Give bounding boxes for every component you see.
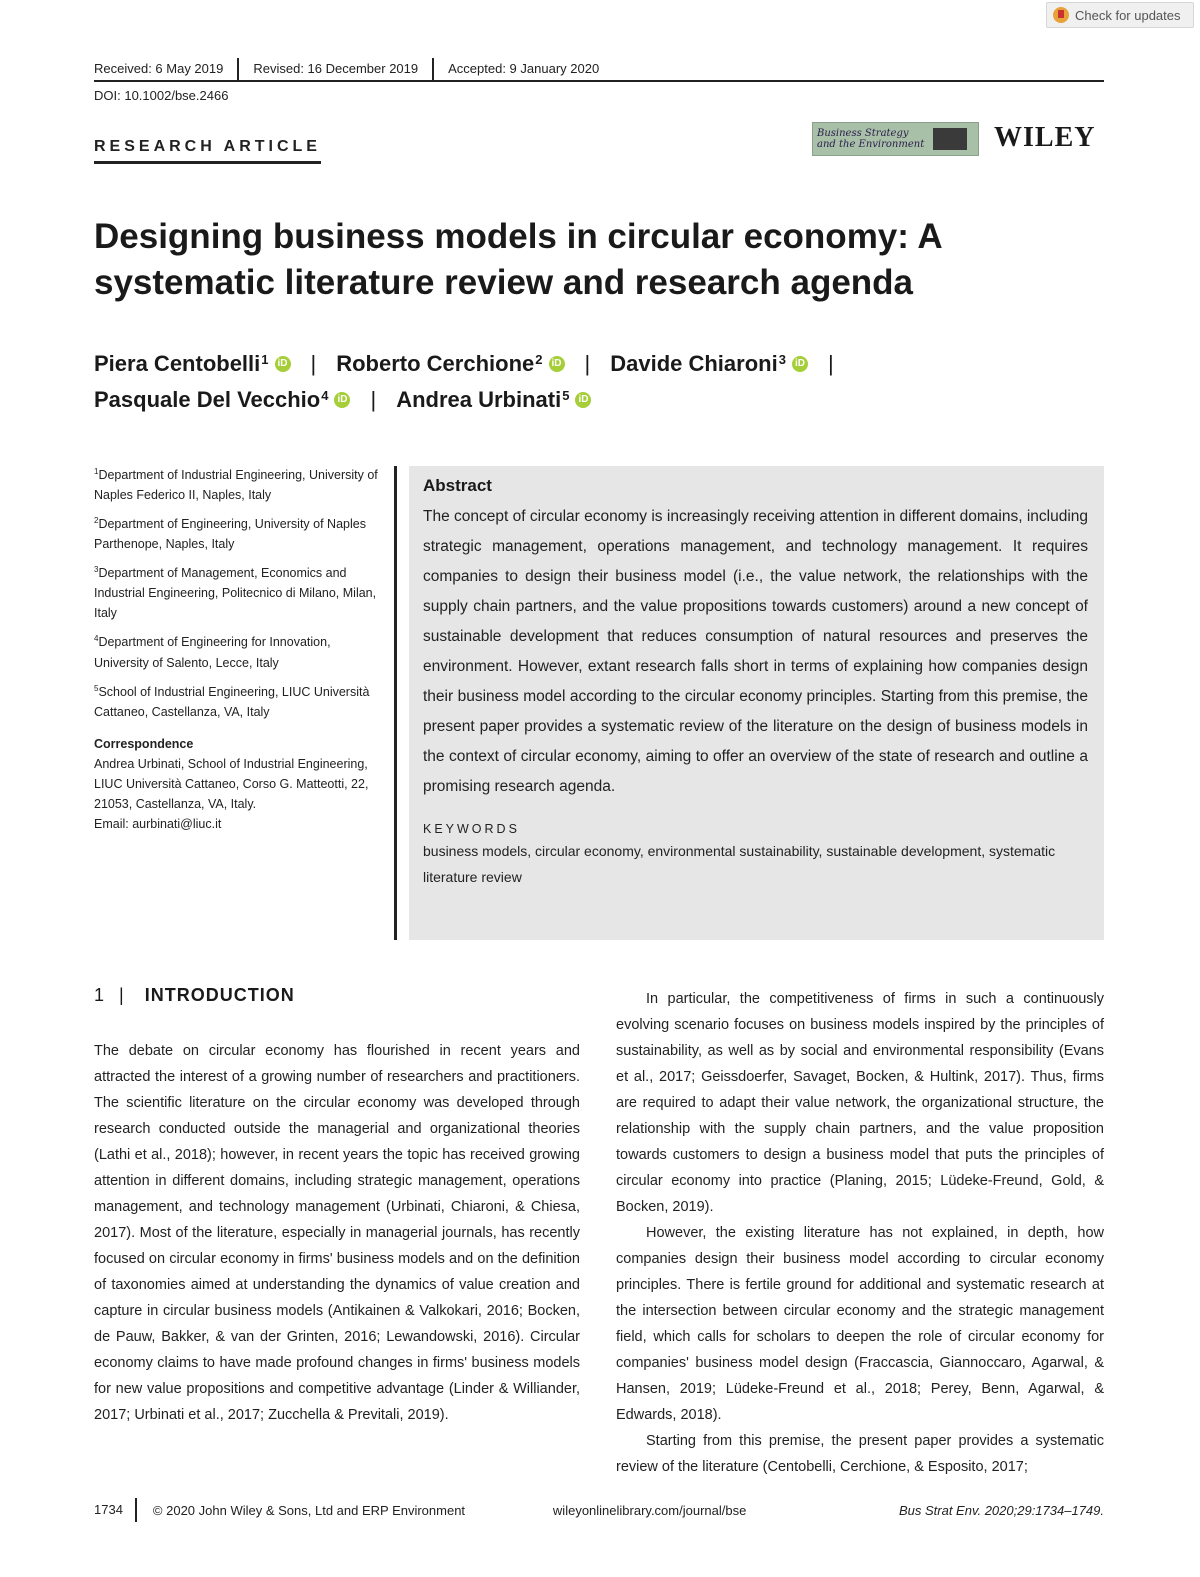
doi[interactable]: DOI: 10.1002/bse.2466 xyxy=(94,88,229,103)
affiliation: $^5$School of Industrial Engineering, LIUC Università Cattaneo, Castellanza, VA, Italy xyxy=(94,683,370,719)
affiliations xyxy=(94,462,384,834)
article-history xyxy=(94,58,1104,80)
paragraph: In particular, the competitiveness of firms in such a continuously evolving scenario focuses on business models inspired by the principles of sustainability, as well as by social and environmental responsibility (Evans et al., 2017; Geissdoerfer, Savaget, Bocken, & Hultink, 2017). Thus, firms are required to adapt their value network, the organizational structure, the relationship with the supply chain partners, and the value proposition towards customers to design a business model that puts the principles of circular economy into practice (Planing, 2015; Lüdeke-Freund, Gold, & Bocken, 2019). xyxy=(616,991,1104,1215)
affiliation: $^3$Department of Management, Economics and Industrial Engineering, Politecnico di Milano, Milan, Italy xyxy=(94,565,377,621)
accepted-date: Accepted: 9 January 2020 xyxy=(432,58,613,80)
author-separator: | xyxy=(310,351,317,376)
author-separator: | xyxy=(827,351,834,376)
affiliation: $^2$Department of Engineering, University of Naples Parthenope, Naples, Italy xyxy=(94,516,366,552)
article-type: RESEARCH ARTICLE xyxy=(94,138,321,164)
correspondence-email[interactable]: Email: aurbinati@liuc.it xyxy=(94,816,222,831)
orcid-icon[interactable]: iD xyxy=(792,356,808,372)
author[interactable]: Pasquale Del Vecchio $^4$ iD xyxy=(94,382,350,418)
journal-logo-text: Business Strategy and the Environment xyxy=(817,128,925,150)
copyright: © 2020 John Wiley & Sons, Ltd and ERP Environment xyxy=(152,1502,466,1518)
orcid-icon[interactable]: iD xyxy=(334,392,350,408)
author[interactable]: Andrea Urbinati $^5$ iD xyxy=(396,382,591,418)
section-heading: 1 | INTRODUCTION xyxy=(94,985,295,1005)
orcid-icon[interactable]: iD xyxy=(275,356,291,372)
section-number: 1 xyxy=(94,985,106,1005)
article-title: Designing business models in circular economy: A systematic literature review and research agenda xyxy=(94,217,942,302)
paragraph: The debate on circular economy has flourished in recent years and attracted the interest of a growing number of researchers and practitioners. The scientific literature on the circular economy was developed through research conducted outside the managerial and organizational theories (Lathi et al., 2018); however, in recent years the topic has received growing attention in different domains, including strategic management, operations management, and technology management (Urbinati, Chiaroni, & Chiesa, 2017). Most of the literature, especially in managerial journals, has recently focused on circular economy in firms' business models and on the definition of taxonomies aimed at understanding the dynamics of value creation and capture in circular business models (Antikainen & Valkokari, 2016; Bocken, de Pauw, Bakker, & van der Grinten, 2016; Lewandowski, 2016). Circular economy claims to have made profound changes in firms' business models for new value propositions and competitive advantage (Linder & Williander, 2017; Urbinati et al., 2017; Zucchella & Previtali, 2019). xyxy=(94,1043,580,1423)
affiliation: $^4$Department of Engineering for Innovation, University of Salento, Lecce, Italy xyxy=(94,634,331,670)
journal-url[interactable]: wileyonlinelibrary.com/journal/bse xyxy=(552,1502,747,1518)
correspondence-heading: Correspondence xyxy=(94,736,194,751)
journal-mark-icon xyxy=(933,128,967,150)
author[interactable]: Roberto Cerchione $^2$ iD xyxy=(336,346,564,382)
author-separator: | xyxy=(584,351,591,376)
section-title: INTRODUCTION xyxy=(144,985,295,1005)
abstract-body: The concept of circular economy is increasingly receiving attention in different domains, including strategic management, operations management, and technology management. It requires companies to design their business model (i.e., the value network, the relationships with the supply chain partners, and the value propositions towards customers) around a new concept of sustainable development that reduces consumption of natural resources and preserves the environment. However, extant research falls short in terms of explaining how companies design their business model according to the circular economy principles. Starting from this premise, the present paper provides a systematic review of the literature on the design of business models in the context of circular economy, aiming to offer an overview of the state of research and outline a promising research agenda. xyxy=(423,508,1088,795)
publisher-logo: WILEY xyxy=(994,122,1096,153)
author[interactable]: Davide Chiaroni $^3$ iD xyxy=(610,346,808,382)
body-column-right xyxy=(616,986,1104,1480)
divider xyxy=(394,466,397,940)
correspondence-text: Andrea Urbinati, School of Industrial Engineering, LIUC Università Cattaneo, Corso G. Matteotti, 22, 21053, Castellanza, VA, Italy. xyxy=(94,756,369,811)
author-list xyxy=(94,346,1104,418)
bookmark-icon xyxy=(1053,7,1069,23)
orcid-icon[interactable]: iD xyxy=(549,356,565,372)
affiliation: $^1$Department of Industrial Engineering, University of Naples Federico II, Naples, Italy xyxy=(94,467,378,503)
keywords: business models, circular economy, environmental sustainability, sustainable development, systematic literature review xyxy=(423,843,1056,885)
abstract-heading: Abstract xyxy=(423,476,492,495)
paragraph: However, the existing literature has not explained, in depth, how companies design their business model according to circular economy principles. There is fertile ground for additional and systematic research at the intersection between circular economy and the strategic management field, which calls for scholars to deepen the role of circular economy for companies' business model design (Fraccascia, Giannoccaro, Agarwal, & Hansen, 2019; Lüdeke-Freund et al., 2018; Perey, Benn, Agarwal, & Edwards, 2018). xyxy=(616,1225,1104,1423)
abstract-box xyxy=(409,466,1104,940)
author-separator: | xyxy=(370,387,377,412)
keywords-heading: KEYWORDS xyxy=(423,822,520,836)
received-date: Received: 6 May 2019 xyxy=(94,61,224,76)
paragraph: Starting from this premise, the present paper provides a systematic review of the literature (Centobelli, Cerchione, & Esposito, 2017; xyxy=(616,1433,1104,1475)
header-rule xyxy=(94,80,1104,82)
body-column-left xyxy=(94,1038,580,1428)
citation: Bus Strat Env. 2020;29:1734–1749. xyxy=(898,1502,1104,1518)
page-number: 1734 xyxy=(94,1498,137,1522)
author[interactable]: Piera Centobelli $^1$ iD xyxy=(94,346,291,382)
check-for-updates-label: Check for updates xyxy=(1075,7,1181,23)
journal-logo xyxy=(812,122,979,156)
orcid-icon[interactable]: iD xyxy=(575,392,591,408)
check-for-updates-button[interactable] xyxy=(1046,2,1194,28)
revised-date: Revised: 16 December 2019 xyxy=(237,58,432,80)
page-footer xyxy=(94,1496,1104,1524)
